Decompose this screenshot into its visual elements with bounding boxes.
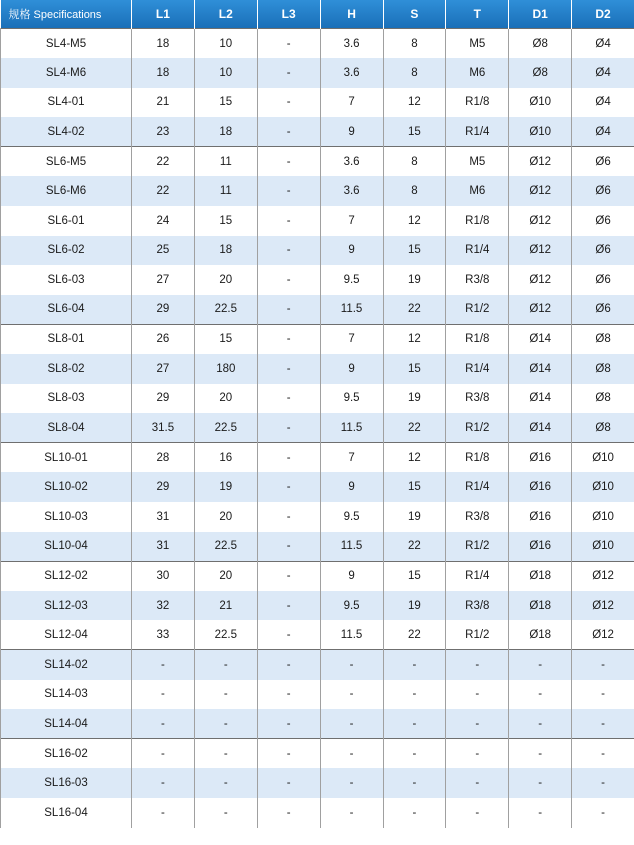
- d2-cell: Ø8: [572, 354, 634, 384]
- table-row: [1, 265, 634, 295]
- l3-cell: -: [257, 206, 320, 236]
- l3-cell: -: [257, 472, 320, 502]
- l2-cell: 18: [194, 117, 257, 147]
- header-d2: D2: [572, 0, 634, 29]
- l2-cell: -: [194, 798, 257, 828]
- d2-cell: Ø10: [572, 502, 634, 532]
- l1-cell: 22: [132, 176, 195, 206]
- spec-cell: SL8-03: [1, 384, 132, 414]
- d1-cell: Ø16: [509, 502, 572, 532]
- t-cell: -: [446, 768, 509, 798]
- table-row: [1, 58, 634, 88]
- d2-cell: Ø4: [572, 58, 634, 88]
- h-cell: 9: [320, 117, 383, 147]
- table-row: [1, 768, 634, 798]
- l3-cell: -: [257, 29, 320, 59]
- s-cell: 12: [383, 88, 446, 118]
- header-h: H: [320, 0, 383, 29]
- d1-cell: Ø12: [509, 206, 572, 236]
- h-cell: 9.5: [320, 265, 383, 295]
- table-row: [1, 650, 634, 680]
- table-row: [1, 147, 634, 177]
- l1-cell: 18: [132, 29, 195, 59]
- s-cell: 19: [383, 265, 446, 295]
- l1-cell: 27: [132, 354, 195, 384]
- l2-cell: -: [194, 680, 257, 710]
- l2-cell: 18: [194, 236, 257, 266]
- l1-cell: 22: [132, 147, 195, 177]
- l2-cell: 22.5: [194, 620, 257, 650]
- t-cell: M5: [446, 147, 509, 177]
- spec-cell: SL12-03: [1, 591, 132, 621]
- d2-cell: Ø6: [572, 265, 634, 295]
- t-cell: R1/8: [446, 443, 509, 473]
- s-cell: 22: [383, 532, 446, 562]
- header-row: [1, 0, 634, 29]
- h-cell: 11.5: [320, 295, 383, 325]
- s-cell: -: [383, 709, 446, 739]
- table-row: [1, 709, 634, 739]
- l1-cell: 25: [132, 236, 195, 266]
- table-row: [1, 206, 634, 236]
- spec-cell: SL8-04: [1, 413, 132, 443]
- h-cell: 9.5: [320, 502, 383, 532]
- l1-cell: 23: [132, 117, 195, 147]
- h-cell: 3.6: [320, 29, 383, 59]
- l2-cell: 10: [194, 29, 257, 59]
- table-row: [1, 620, 634, 650]
- l3-cell: -: [257, 236, 320, 266]
- d1-cell: Ø12: [509, 265, 572, 295]
- s-cell: 15: [383, 561, 446, 591]
- d1-cell: Ø14: [509, 324, 572, 354]
- l1-cell: 21: [132, 88, 195, 118]
- d2-cell: -: [572, 739, 634, 769]
- d2-cell: Ø6: [572, 295, 634, 325]
- l1-cell: -: [132, 650, 195, 680]
- header-l1: L1: [132, 0, 195, 29]
- d2-cell: Ø4: [572, 88, 634, 118]
- table-row: [1, 561, 634, 591]
- h-cell: -: [320, 768, 383, 798]
- l1-cell: -: [132, 709, 195, 739]
- spec-cell: SL6-03: [1, 265, 132, 295]
- l1-cell: 29: [132, 295, 195, 325]
- t-cell: R3/8: [446, 591, 509, 621]
- l2-cell: 20: [194, 502, 257, 532]
- spec-cell: SL12-04: [1, 620, 132, 650]
- d2-cell: Ø12: [572, 561, 634, 591]
- h-cell: -: [320, 680, 383, 710]
- h-cell: 11.5: [320, 620, 383, 650]
- l1-cell: 29: [132, 472, 195, 502]
- h-cell: -: [320, 798, 383, 828]
- t-cell: -: [446, 798, 509, 828]
- l2-cell: 11: [194, 147, 257, 177]
- d2-cell: Ø8: [572, 384, 634, 414]
- s-cell: 22: [383, 620, 446, 650]
- spec-cell: SL10-03: [1, 502, 132, 532]
- spec-cell: SL16-02: [1, 739, 132, 769]
- t-cell: M6: [446, 58, 509, 88]
- h-cell: 3.6: [320, 176, 383, 206]
- l2-cell: 16: [194, 443, 257, 473]
- d2-cell: Ø10: [572, 532, 634, 562]
- s-cell: 15: [383, 472, 446, 502]
- s-cell: 8: [383, 176, 446, 206]
- spec-cell: SL8-02: [1, 354, 132, 384]
- s-cell: -: [383, 650, 446, 680]
- spec-cell: SL16-04: [1, 798, 132, 828]
- table-body: [1, 29, 634, 828]
- s-cell: 19: [383, 384, 446, 414]
- spec-cell: SL4-M5: [1, 29, 132, 59]
- d2-cell: Ø4: [572, 117, 634, 147]
- spec-cell: SL16-03: [1, 768, 132, 798]
- d1-cell: Ø18: [509, 620, 572, 650]
- d2-cell: Ø6: [572, 206, 634, 236]
- l3-cell: -: [257, 620, 320, 650]
- spec-cell: SL6-01: [1, 206, 132, 236]
- table-row: [1, 591, 634, 621]
- d1-cell: -: [509, 798, 572, 828]
- spec-cell: SL4-01: [1, 88, 132, 118]
- s-cell: -: [383, 739, 446, 769]
- l2-cell: 20: [194, 384, 257, 414]
- l2-cell: 10: [194, 58, 257, 88]
- spec-cell: SL4-02: [1, 117, 132, 147]
- d2-cell: Ø12: [572, 591, 634, 621]
- d1-cell: Ø16: [509, 443, 572, 473]
- l3-cell: -: [257, 561, 320, 591]
- d1-cell: Ø8: [509, 29, 572, 59]
- l3-cell: -: [257, 798, 320, 828]
- l2-cell: 20: [194, 265, 257, 295]
- s-cell: 12: [383, 443, 446, 473]
- d2-cell: -: [572, 709, 634, 739]
- d1-cell: Ø8: [509, 58, 572, 88]
- d1-cell: -: [509, 680, 572, 710]
- l2-cell: 15: [194, 88, 257, 118]
- d2-cell: Ø6: [572, 176, 634, 206]
- d1-cell: -: [509, 709, 572, 739]
- t-cell: M5: [446, 29, 509, 59]
- t-cell: R1/4: [446, 117, 509, 147]
- spec-cell: SL6-M6: [1, 176, 132, 206]
- table-row: [1, 117, 634, 147]
- l1-cell: 31.5: [132, 413, 195, 443]
- table-row: [1, 413, 634, 443]
- table-row: [1, 236, 634, 266]
- s-cell: 8: [383, 147, 446, 177]
- l2-cell: 22.5: [194, 532, 257, 562]
- t-cell: M6: [446, 176, 509, 206]
- h-cell: 9: [320, 236, 383, 266]
- h-cell: 9: [320, 354, 383, 384]
- s-cell: 12: [383, 206, 446, 236]
- h-cell: 7: [320, 443, 383, 473]
- t-cell: R1/2: [446, 532, 509, 562]
- l2-cell: 180: [194, 354, 257, 384]
- d1-cell: -: [509, 650, 572, 680]
- header-d1: D1: [509, 0, 572, 29]
- s-cell: 12: [383, 324, 446, 354]
- h-cell: 9: [320, 472, 383, 502]
- h-cell: 9: [320, 561, 383, 591]
- t-cell: R1/2: [446, 295, 509, 325]
- t-cell: -: [446, 739, 509, 769]
- table-row: [1, 502, 634, 532]
- s-cell: 8: [383, 29, 446, 59]
- l2-cell: -: [194, 709, 257, 739]
- spec-cell: SL12-02: [1, 561, 132, 591]
- s-cell: 15: [383, 117, 446, 147]
- l1-cell: 24: [132, 206, 195, 236]
- d1-cell: Ø10: [509, 117, 572, 147]
- h-cell: 9.5: [320, 591, 383, 621]
- t-cell: -: [446, 709, 509, 739]
- l1-cell: 26: [132, 324, 195, 354]
- d2-cell: Ø10: [572, 443, 634, 473]
- s-cell: 8: [383, 58, 446, 88]
- table-row: [1, 354, 634, 384]
- l3-cell: -: [257, 117, 320, 147]
- l1-cell: -: [132, 739, 195, 769]
- l2-cell: 19: [194, 472, 257, 502]
- header-l3: L3: [257, 0, 320, 29]
- table-row: [1, 532, 634, 562]
- l2-cell: -: [194, 739, 257, 769]
- l1-cell: 32: [132, 591, 195, 621]
- l3-cell: -: [257, 58, 320, 88]
- l3-cell: -: [257, 413, 320, 443]
- spec-cell: SL14-03: [1, 680, 132, 710]
- l3-cell: -: [257, 532, 320, 562]
- s-cell: -: [383, 768, 446, 798]
- s-cell: 15: [383, 354, 446, 384]
- l3-cell: -: [257, 265, 320, 295]
- h-cell: -: [320, 739, 383, 769]
- spec-cell: SL10-02: [1, 472, 132, 502]
- t-cell: -: [446, 650, 509, 680]
- l3-cell: -: [257, 768, 320, 798]
- table-row: [1, 443, 634, 473]
- table-row: [1, 680, 634, 710]
- d1-cell: -: [509, 739, 572, 769]
- d1-cell: Ø14: [509, 413, 572, 443]
- spec-cell: SL10-01: [1, 443, 132, 473]
- t-cell: R1/2: [446, 620, 509, 650]
- spec-cell: SL8-01: [1, 324, 132, 354]
- t-cell: R1/4: [446, 561, 509, 591]
- header-s: S: [383, 0, 446, 29]
- t-cell: -: [446, 680, 509, 710]
- header-t: T: [446, 0, 509, 29]
- d1-cell: Ø12: [509, 176, 572, 206]
- d1-cell: Ø10: [509, 88, 572, 118]
- l3-cell: -: [257, 591, 320, 621]
- l3-cell: -: [257, 88, 320, 118]
- l3-cell: -: [257, 295, 320, 325]
- d2-cell: Ø8: [572, 413, 634, 443]
- l2-cell: 11: [194, 176, 257, 206]
- table-row: [1, 798, 634, 828]
- spec-cell: SL4-M6: [1, 58, 132, 88]
- l1-cell: 29: [132, 384, 195, 414]
- l2-cell: -: [194, 650, 257, 680]
- d2-cell: -: [572, 680, 634, 710]
- d2-cell: Ø6: [572, 147, 634, 177]
- d1-cell: Ø14: [509, 384, 572, 414]
- t-cell: R1/8: [446, 324, 509, 354]
- d2-cell: Ø4: [572, 29, 634, 59]
- l1-cell: -: [132, 768, 195, 798]
- l2-cell: 22.5: [194, 413, 257, 443]
- s-cell: 15: [383, 236, 446, 266]
- table-row: [1, 29, 634, 59]
- d1-cell: Ø14: [509, 354, 572, 384]
- d1-cell: Ø12: [509, 236, 572, 266]
- table-row: [1, 384, 634, 414]
- l2-cell: 22.5: [194, 295, 257, 325]
- spec-cell: SL6-02: [1, 236, 132, 266]
- table-row: [1, 472, 634, 502]
- t-cell: R3/8: [446, 502, 509, 532]
- l1-cell: 30: [132, 561, 195, 591]
- l1-cell: -: [132, 680, 195, 710]
- l1-cell: 31: [132, 532, 195, 562]
- l2-cell: 20: [194, 561, 257, 591]
- spec-cell: SL14-04: [1, 709, 132, 739]
- l1-cell: 33: [132, 620, 195, 650]
- t-cell: R1/8: [446, 206, 509, 236]
- h-cell: -: [320, 650, 383, 680]
- l3-cell: -: [257, 709, 320, 739]
- l3-cell: -: [257, 324, 320, 354]
- t-cell: R1/8: [446, 88, 509, 118]
- h-cell: 11.5: [320, 532, 383, 562]
- d1-cell: Ø12: [509, 147, 572, 177]
- d1-cell: Ø18: [509, 591, 572, 621]
- spec-cell: SL6-04: [1, 295, 132, 325]
- d2-cell: -: [572, 768, 634, 798]
- l1-cell: 18: [132, 58, 195, 88]
- header-l2: L2: [194, 0, 257, 29]
- l3-cell: -: [257, 680, 320, 710]
- t-cell: R3/8: [446, 384, 509, 414]
- d1-cell: Ø16: [509, 532, 572, 562]
- d2-cell: -: [572, 650, 634, 680]
- table-row: [1, 739, 634, 769]
- h-cell: -: [320, 709, 383, 739]
- l1-cell: 31: [132, 502, 195, 532]
- d1-cell: Ø18: [509, 561, 572, 591]
- l3-cell: -: [257, 443, 320, 473]
- l2-cell: -: [194, 768, 257, 798]
- s-cell: 19: [383, 591, 446, 621]
- l3-cell: -: [257, 147, 320, 177]
- h-cell: 7: [320, 206, 383, 236]
- d2-cell: Ø6: [572, 236, 634, 266]
- l1-cell: 28: [132, 443, 195, 473]
- table-row: [1, 295, 634, 325]
- d2-cell: Ø8: [572, 324, 634, 354]
- l2-cell: 21: [194, 591, 257, 621]
- d2-cell: -: [572, 798, 634, 828]
- t-cell: R3/8: [446, 265, 509, 295]
- h-cell: 7: [320, 88, 383, 118]
- d1-cell: Ø16: [509, 472, 572, 502]
- h-cell: 9.5: [320, 384, 383, 414]
- l3-cell: -: [257, 354, 320, 384]
- s-cell: 22: [383, 295, 446, 325]
- s-cell: -: [383, 680, 446, 710]
- l3-cell: -: [257, 384, 320, 414]
- s-cell: -: [383, 798, 446, 828]
- d2-cell: Ø10: [572, 472, 634, 502]
- l3-cell: -: [257, 739, 320, 769]
- s-cell: 22: [383, 413, 446, 443]
- spec-cell: SL14-02: [1, 650, 132, 680]
- l2-cell: 15: [194, 206, 257, 236]
- table-row: [1, 88, 634, 118]
- l1-cell: 27: [132, 265, 195, 295]
- d2-cell: Ø12: [572, 620, 634, 650]
- t-cell: R1/4: [446, 236, 509, 266]
- l3-cell: -: [257, 650, 320, 680]
- d1-cell: -: [509, 768, 572, 798]
- table-row: [1, 324, 634, 354]
- h-cell: 11.5: [320, 413, 383, 443]
- table-row: [1, 176, 634, 206]
- t-cell: R1/4: [446, 472, 509, 502]
- d1-cell: Ø12: [509, 295, 572, 325]
- l2-cell: 15: [194, 324, 257, 354]
- spec-cell: SL10-04: [1, 532, 132, 562]
- t-cell: R1/2: [446, 413, 509, 443]
- header-specifications: 规格 Specifications: [1, 0, 132, 29]
- spec-cell: SL6-M5: [1, 147, 132, 177]
- t-cell: R1/4: [446, 354, 509, 384]
- h-cell: 3.6: [320, 147, 383, 177]
- l3-cell: -: [257, 176, 320, 206]
- l1-cell: -: [132, 798, 195, 828]
- l3-cell: -: [257, 502, 320, 532]
- s-cell: 19: [383, 502, 446, 532]
- h-cell: 3.6: [320, 58, 383, 88]
- h-cell: 7: [320, 324, 383, 354]
